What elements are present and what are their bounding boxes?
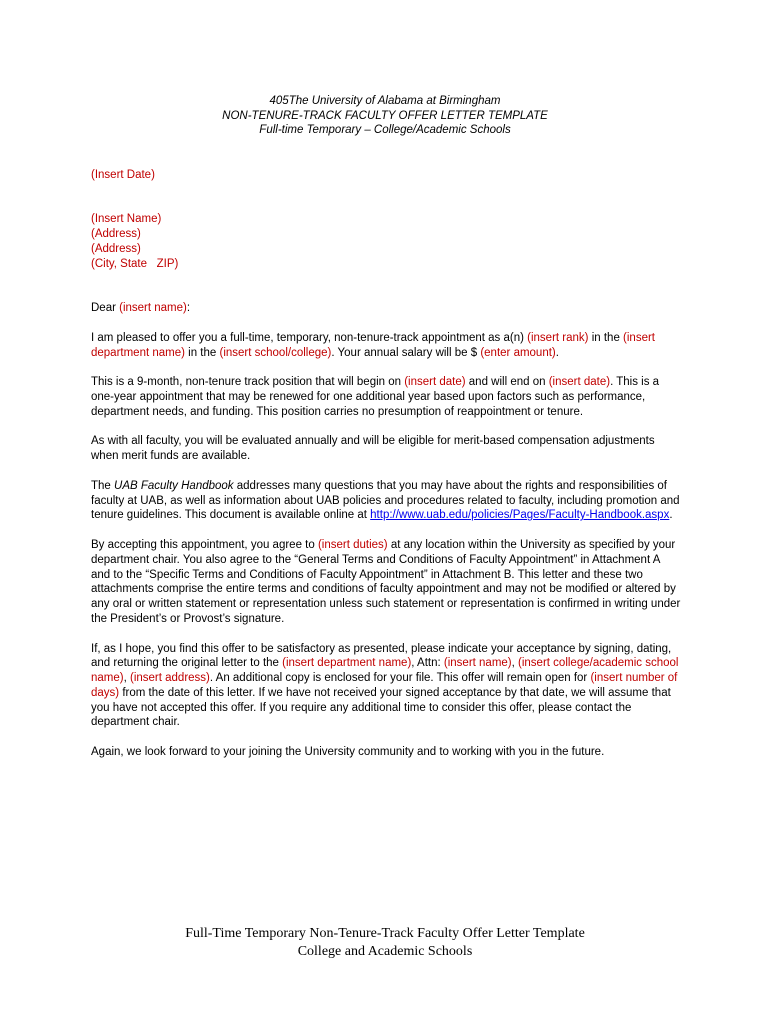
recipient-city-state-zip: (City, State ZIP): [91, 257, 179, 270]
letter-header: [0, 94, 770, 138]
letter-body: [91, 168, 681, 775]
school-placeholder: (insert school/college): [219, 346, 332, 359]
attn-name-placeholder: (insert name): [443, 657, 512, 670]
return-department-placeholder: (insert department name): [282, 657, 412, 670]
handbook-link[interactable]: http://www.uab.edu/policies/Pages/Faculty-Handbook.aspx: [370, 509, 670, 522]
salutation: Dear (insert name):: [91, 302, 191, 315]
paragraph-offer: I am pleased to offer you a full-time, temporary, non-tenure-track appointment as a(n) (insert rank) in the (insert department name) in the (insert school/college). Your annual salary will be $ (enter amount).: [91, 331, 655, 359]
begin-date-placeholder: (insert date): [404, 376, 466, 389]
recipient-address-block: [91, 212, 681, 271]
paragraph-closing: Again, we look forward to your joining the University community and to working with you in the future.: [91, 746, 605, 759]
return-address-placeholder: (insert address): [130, 672, 210, 685]
paragraph-acceptance-terms: By accepting this appointment, you agree to (insert duties) at any location within the University as specified by your department chair. You also agree to the “General Terms and Conditions of Faculty Appointment” in Attachment A and to the “Specific Terms and Conditions of Faculty Appointment” in Attachment B. This letter and these two attachments comprise the entire terms and conditions of faculty appointment and may not be modified or altered by any oral or written statement or representation unless such statement or representation is confirmed in writing under the President’s or Provost’s signature.: [91, 538, 681, 625]
paragraph-term: This is a 9-month, non-tenure track position that will begin on (insert date) and will end on (insert date). This is a one-year appointment that may be renewed for one additional year based upon factors such as performance, department needs, and funding. This position carries no presumption of reappointment or tenure.: [91, 376, 660, 418]
recipient-name: (Insert Name): [91, 213, 162, 226]
header-template-title: NON-TENURE-TRACK FACULTY OFFER LETTER TEMPLATE: [222, 109, 548, 122]
recipient-address-line-1: (Address): [91, 228, 141, 241]
paragraph-response-instructions: If, as I hope, you find this offer to be satisfactory as presented, please indicate your acceptance by signing, dating, and returning the original letter to the (insert department name), Attn: (insert name), (insert college/academic school name), (insert address). An additional copy is enclosed for your file. This offer will remain open for (insert number of days) from the date of this letter. If we have not received your signed acceptance by that date, we will assume that you have not accepted this offer. If you require any additional time to consider this offer, please contact the department chair.: [91, 642, 679, 729]
date-placeholder: (Insert Date): [91, 169, 155, 181]
return-school-placeholder: (insert college/academic school name): [91, 657, 679, 685]
header-institution: 405The University of Alabama at Birmingham: [269, 95, 501, 107]
footer-subtitle: College and Academic Schools: [297, 944, 473, 959]
recipient-address-line-2: (Address): [91, 242, 141, 255]
footer-title: Full-Time Temporary Non-Tenure-Track Faculty Offer Letter Template: [185, 926, 585, 941]
header-subtitle: Full-time Temporary – College/Academic Schools: [259, 124, 511, 137]
days-placeholder: (insert number of days): [91, 672, 678, 699]
duties-placeholder: (insert duties): [317, 538, 388, 551]
handbook-title: UAB Faculty Handbook: [114, 479, 234, 492]
paragraph-handbook: The UAB Faculty Handbook addresses many questions that you may have about the rights and responsibilities of faculty at UAB, as well as information about UAB policies and procedures related to faculty, including promotion and tenure guidelines. This document is available online at http://www.uab.edu/policies/Pages/Faculty-Handbook.aspx.: [91, 479, 680, 522]
department-placeholder: (insert department name): [91, 331, 655, 359]
page-footer: [0, 925, 770, 961]
amount-placeholder: (enter amount): [480, 346, 556, 359]
salutation-name-placeholder: (insert name): [119, 302, 187, 315]
paragraph-evaluation: As with all faculty, you will be evaluated annually and will be eligible for merit-based compensation adjustments when merit funds are available.: [91, 435, 655, 463]
rank-placeholder: (insert rank): [527, 331, 589, 344]
end-date-placeholder: (insert date): [548, 376, 611, 389]
